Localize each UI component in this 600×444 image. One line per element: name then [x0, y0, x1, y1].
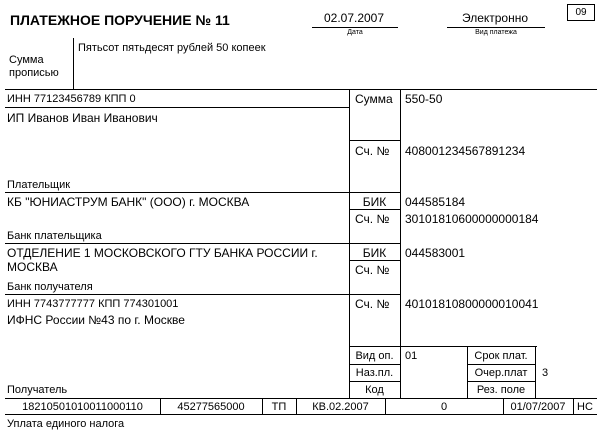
payment-kind-value: Электронно	[461, 11, 529, 25]
amount-label: Сумма	[355, 92, 393, 106]
codes-row1-right	[467, 364, 535, 365]
op-type-label: Вид оп.	[355, 350, 394, 362]
code-label: Код	[365, 384, 384, 396]
due-label: Срок плат.	[474, 350, 528, 362]
amount-words-value: Пятьсот пятьдесят рублей 50 копеек	[78, 42, 266, 54]
payer-bik-value: 044585184	[405, 195, 466, 209]
op-type-value: 01	[405, 350, 418, 362]
amount-box-bottom	[349, 140, 400, 141]
payer-account-value: 408001234567891234	[405, 144, 526, 158]
recipient-bik-label: БИК	[362, 246, 387, 260]
codes-row2-left	[349, 381, 400, 382]
page-title: ПЛАТЕЖНОЕ ПОРУЧЕНИЕ № 11	[10, 12, 230, 28]
recipient-corr-label: Сч. №	[355, 263, 390, 277]
codes-row2-right	[467, 381, 535, 382]
tax-okato: 45277565000	[177, 401, 245, 413]
payer-label: Плательщик	[7, 179, 71, 191]
payer-name: ИП Иванов Иван Иванович	[7, 111, 158, 125]
recipient-bank-name: ОТДЕЛЕНИЕ 1 МОСКОВСКОГО ГТУ БАНКА РОССИИ г. МОСКВА	[7, 246, 318, 274]
codes-row1-left	[349, 364, 400, 365]
payment-kind-caption: Вид платежа	[475, 29, 517, 36]
purpose-code-label: Наз.пл.	[355, 367, 394, 379]
tax-kbk: 18210501010011000110	[22, 401, 143, 413]
payer-bik-bottom	[349, 209, 400, 210]
recipient-bank-label: Банк получателя	[7, 281, 93, 293]
payer-inn-kpp: ИНН 77123456789 КПП 0	[7, 93, 136, 105]
payer-bank-label: Банк плательщика	[7, 230, 102, 242]
form-code-box: 09	[567, 4, 595, 21]
payment-purpose: Уплата единого налога	[7, 418, 125, 430]
payer-bik-label: БИК	[362, 195, 387, 209]
payment-kind-underline	[447, 27, 545, 28]
divider-top	[5, 89, 597, 90]
tax-doc-date: 01/07/2007	[510, 401, 566, 413]
recipient-name: ИФНС России №43 по г. Москве	[7, 313, 185, 327]
divider-recipient-bank	[5, 294, 400, 295]
amount-words-divider	[73, 38, 74, 89]
priority-label: Очер.плат	[474, 367, 528, 379]
recipient-account-label: Сч. №	[355, 297, 390, 311]
tax-row-bottom	[5, 414, 597, 415]
amount-words-label: Сумма прописью	[9, 54, 59, 79]
divider-payer-bank	[5, 243, 400, 244]
payer-inn-underline	[5, 107, 349, 108]
tax-doc-number: 0	[440, 401, 448, 413]
payer-corr-label: Сч. №	[355, 212, 390, 226]
payer-account-label: Сч. №	[355, 144, 390, 158]
grid-col-2	[400, 89, 401, 398]
tax-period: КВ.02.2007	[312, 401, 369, 413]
recipient-inn-kpp: ИНН 7743777777 КПП 774301001	[7, 298, 179, 310]
recipient-label: Получатель	[7, 384, 68, 396]
priority-value: 3	[542, 367, 549, 379]
recipient-account-value: 40101810800000010041	[405, 297, 539, 311]
tax-basis: ТП	[271, 401, 287, 413]
amount-value: 550-50	[405, 92, 443, 106]
payer-bank-name: КБ "ЮНИАСТРУМ БАНК" (ООО) г. МОСКВА	[7, 195, 250, 209]
codes-top	[349, 346, 537, 347]
tax-row-top	[5, 398, 597, 399]
recipient-bik-bottom	[349, 260, 400, 261]
grid-col-4	[535, 346, 536, 398]
date-value: 02.07.2007	[323, 11, 385, 25]
recipient-bik-value: 044583001	[405, 246, 466, 260]
reserve-label: Рез. поле	[476, 384, 526, 396]
tax-payment-type: НС	[577, 401, 593, 413]
payer-corr-value: 30101810600000000184	[405, 212, 539, 226]
divider-payer	[5, 192, 400, 193]
date-underline	[312, 27, 398, 28]
date-caption: Дата	[347, 29, 363, 36]
